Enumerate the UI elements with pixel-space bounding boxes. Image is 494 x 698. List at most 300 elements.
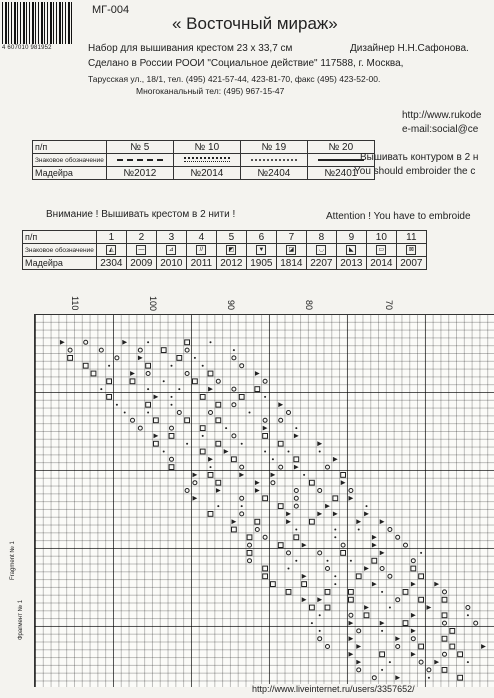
square-symbol xyxy=(154,418,159,423)
circle-symbol xyxy=(294,504,298,508)
dot-symbol xyxy=(225,427,227,429)
symbol-icon: ◩ xyxy=(226,245,236,255)
triangle-symbol xyxy=(232,519,237,524)
circle-symbol xyxy=(232,356,236,360)
cross-symbol xyxy=(96,244,126,257)
square-symbol xyxy=(193,379,198,384)
circle-symbol xyxy=(349,489,353,493)
triangle-symbol xyxy=(224,449,229,454)
dot-symbol xyxy=(420,552,422,554)
dot-symbol xyxy=(147,341,149,343)
square-symbol xyxy=(247,551,252,556)
dot-symbol xyxy=(334,583,336,585)
dot-symbol xyxy=(350,560,352,562)
circle-symbol xyxy=(466,606,470,610)
dot-symbol xyxy=(389,661,391,663)
cross-code: 2012 xyxy=(216,257,246,270)
triangle-symbol xyxy=(356,660,361,665)
circle-symbol xyxy=(372,676,376,680)
triangle-symbol xyxy=(216,488,221,493)
circle-symbol xyxy=(84,340,88,344)
circle-symbol xyxy=(177,411,181,415)
symbol-icon: ◪ xyxy=(286,245,296,255)
circle-symbol xyxy=(443,590,447,594)
square-symbol xyxy=(325,590,330,595)
square-symbol xyxy=(419,644,424,649)
circle-symbol xyxy=(326,465,330,469)
square-symbol xyxy=(130,379,135,384)
designer: Дизайнер Н.Н.Сафонова. xyxy=(350,43,469,54)
dot-symbol xyxy=(334,529,336,531)
notice-en: Attention ! You have to embroide xyxy=(326,211,471,222)
square-symbol xyxy=(310,519,315,524)
symbol-icon: ◡ xyxy=(316,245,326,255)
dot-symbol xyxy=(288,568,290,570)
cross-code: 2010 xyxy=(156,257,186,270)
square-symbol xyxy=(200,395,205,400)
axis-label: 70 xyxy=(384,300,394,311)
barcode-number: 4 607010 981952 xyxy=(2,45,52,51)
triangle-symbol xyxy=(271,473,276,478)
square-symbol xyxy=(154,441,159,446)
triangle-symbol xyxy=(294,465,299,470)
circle-symbol xyxy=(419,660,423,664)
square-symbol xyxy=(263,496,268,501)
circle-symbol xyxy=(255,528,259,532)
backstitch-row-symbol: Знаковое обозначение xyxy=(33,154,107,167)
triangle-symbol xyxy=(364,605,369,610)
triangle-symbol xyxy=(208,457,213,462)
cross-code: 2014 xyxy=(366,257,396,270)
symbol-icon: ⊠ xyxy=(406,245,416,255)
cross-row-madeira: Мадейра xyxy=(23,257,97,270)
square-symbol xyxy=(286,590,291,595)
square-symbol xyxy=(442,636,447,641)
dot-symbol xyxy=(272,458,274,460)
triangle-symbol xyxy=(294,434,299,439)
square-symbol xyxy=(208,512,213,517)
square-symbol xyxy=(232,527,237,532)
triangle-symbol xyxy=(380,621,385,626)
dot-symbol xyxy=(319,451,321,453)
circle-symbol xyxy=(443,652,447,656)
square-symbol xyxy=(278,504,283,509)
triangle-symbol xyxy=(380,551,385,556)
dot-symbol xyxy=(249,412,251,414)
dot-symbol xyxy=(210,466,212,468)
footer-url[interactable]: http://www.liveinternet.ru/users/3357652/ xyxy=(252,684,415,694)
triangle-symbol xyxy=(239,473,244,478)
backstitch-table xyxy=(32,140,375,180)
cross-symbol xyxy=(216,244,246,257)
notice-ru: Внимание ! Вышивать крестом в 2 нити ! xyxy=(46,209,236,220)
square-symbol xyxy=(255,519,260,524)
website[interactable]: http://www.rukode xyxy=(402,110,482,121)
dot-symbol xyxy=(194,357,196,359)
triangle-symbol xyxy=(333,512,338,517)
square-symbol xyxy=(146,363,151,368)
square-symbol xyxy=(91,371,96,376)
triangle-symbol xyxy=(356,519,361,524)
cross-symbol xyxy=(246,244,276,257)
triangle-symbol xyxy=(255,480,260,485)
circle-symbol xyxy=(240,364,244,368)
cross-num: 10 xyxy=(366,231,396,244)
dot-symbol xyxy=(178,388,180,390)
square-symbol xyxy=(349,590,354,595)
triangle-symbol xyxy=(372,582,377,587)
triangle-symbol xyxy=(130,371,135,376)
circle-symbol xyxy=(396,645,400,649)
circle-symbol xyxy=(318,637,322,641)
circle-symbol xyxy=(193,481,197,485)
dot-symbol xyxy=(163,380,165,382)
backstitch-num: № 5 xyxy=(106,141,173,154)
dash-stitch-icon xyxy=(117,159,163,161)
dot-symbol xyxy=(171,396,173,398)
backstitch-note-en: You should embroider the c xyxy=(354,166,476,177)
dot-symbol xyxy=(124,412,126,414)
square-symbol xyxy=(200,426,205,431)
triangle-symbol xyxy=(302,574,307,579)
square-symbol xyxy=(68,356,73,361)
square-symbol xyxy=(341,473,346,478)
circle-symbol xyxy=(240,465,244,469)
cross-num: 5 xyxy=(216,231,246,244)
triangle-symbol xyxy=(193,473,198,478)
triangle-symbol xyxy=(349,636,354,641)
barcode xyxy=(2,2,74,44)
dot-symbol xyxy=(210,341,212,343)
dot-symbol xyxy=(171,404,173,406)
circle-symbol xyxy=(411,637,415,641)
circle-symbol xyxy=(138,348,142,352)
cross-symbol xyxy=(336,244,366,257)
dot-symbol xyxy=(241,443,243,445)
triangle-symbol xyxy=(395,675,400,680)
square-symbol xyxy=(161,348,166,353)
cross-num: 4 xyxy=(186,231,216,244)
circle-symbol xyxy=(232,387,236,391)
email[interactable]: e-mail:social@ce xyxy=(402,124,479,135)
backstitch-note-ru: Вышивать контуром в 2 н xyxy=(360,152,479,163)
square-symbol xyxy=(341,551,346,556)
cross-code: 2207 xyxy=(306,257,336,270)
circle-symbol xyxy=(248,559,252,563)
circle-symbol xyxy=(294,496,298,500)
square-symbol xyxy=(403,621,408,626)
circle-symbol xyxy=(326,567,330,571)
triangle-symbol xyxy=(333,457,338,462)
triangle-symbol xyxy=(317,441,322,446)
dot-symbol xyxy=(327,560,329,562)
triangle-symbol xyxy=(286,512,291,517)
square-symbol xyxy=(458,675,463,680)
dot-symbol xyxy=(303,474,305,476)
circle-symbol xyxy=(388,528,392,532)
backstitch-symbol xyxy=(240,154,307,167)
circle-symbol xyxy=(341,543,345,547)
cross-symbol xyxy=(186,244,216,257)
cross-symbol xyxy=(396,244,426,257)
triangle-symbol xyxy=(364,512,369,517)
cross-code: 2007 xyxy=(396,257,426,270)
dot-symbol xyxy=(116,404,118,406)
wave-stitch-icon xyxy=(184,157,230,162)
circle-symbol xyxy=(185,348,189,352)
dot-symbol xyxy=(319,614,321,616)
square-symbol xyxy=(255,387,260,392)
cross-col-header: п/п xyxy=(23,231,97,244)
circle-symbol xyxy=(68,348,72,352)
square-symbol xyxy=(208,371,213,376)
made-in: Сделано в России РООИ "Социальное действие" 117588, г. Москва, xyxy=(88,58,404,69)
square-symbol xyxy=(419,597,424,602)
circle-symbol xyxy=(263,418,267,422)
circle-symbol xyxy=(357,629,361,633)
dot-symbol xyxy=(147,388,149,390)
cross-code: 2013 xyxy=(336,257,366,270)
cross-code: 1814 xyxy=(276,257,306,270)
symbol-icon: ◭ xyxy=(106,245,116,255)
square-symbol xyxy=(169,465,174,470)
square-symbol xyxy=(107,395,112,400)
square-symbol xyxy=(325,605,330,610)
dot-symbol xyxy=(100,388,102,390)
circle-symbol xyxy=(380,567,384,571)
dot-symbol xyxy=(295,560,297,562)
circle-symbol xyxy=(271,481,275,485)
dot-symbol xyxy=(381,591,383,593)
triangle-symbol xyxy=(154,434,159,439)
dot-symbol xyxy=(202,435,204,437)
cross-num: 2 xyxy=(126,231,156,244)
square-symbol xyxy=(263,574,268,579)
cross-num: 6 xyxy=(246,231,276,244)
cross-num: 1 xyxy=(96,231,126,244)
triangle-symbol xyxy=(60,340,65,345)
triangle-symbol xyxy=(325,504,330,509)
square-symbol xyxy=(247,535,252,540)
triangle-symbol xyxy=(380,519,385,524)
multiline-phone: Многоканальный тел: (495) 967-15-47 xyxy=(136,86,285,96)
triangle-symbol xyxy=(341,480,346,485)
circle-symbol xyxy=(240,512,244,516)
dot-symbol xyxy=(186,443,188,445)
backstitch-num: № 19 xyxy=(240,141,307,154)
circle-symbol xyxy=(232,434,236,438)
circle-symbol xyxy=(474,621,478,625)
dot-symbol xyxy=(358,529,360,531)
solid-stitch-icon xyxy=(318,159,364,161)
square-symbol xyxy=(185,340,190,345)
triangle-symbol xyxy=(356,644,361,649)
square-symbol xyxy=(372,558,377,563)
dot-symbol xyxy=(217,505,219,507)
circle-symbol xyxy=(115,356,119,360)
cross-num: 9 xyxy=(336,231,366,244)
circle-symbol xyxy=(185,489,189,493)
product-code: МГ-004 xyxy=(92,4,130,16)
square-symbol xyxy=(263,434,268,439)
backstitch-code: №2404 xyxy=(240,167,307,180)
cross-num: 7 xyxy=(276,231,306,244)
triangle-symbol xyxy=(286,519,291,524)
square-symbol xyxy=(349,597,354,602)
square-symbol xyxy=(216,402,221,407)
triangle-symbol xyxy=(411,613,416,618)
circle-symbol xyxy=(287,551,291,555)
circle-symbol xyxy=(216,379,220,383)
square-symbol xyxy=(239,395,244,400)
circle-symbol xyxy=(396,598,400,602)
triangle-symbol xyxy=(349,496,354,501)
square-symbol xyxy=(185,418,190,423)
square-symbol xyxy=(208,473,213,478)
cross-symbol xyxy=(156,244,186,257)
cross-num: 8 xyxy=(306,231,336,244)
address: Тарусская ул., 18/1, тел. (495) 421-57-44, 423-81-70, факс (495) 423-52-00. xyxy=(88,74,381,84)
triangle-symbol xyxy=(372,535,377,540)
page-title: « Восточный мираж» xyxy=(172,14,338,33)
cross-table xyxy=(22,230,427,270)
backstitch-col-header: п/п xyxy=(33,141,107,154)
circle-symbol xyxy=(146,372,150,376)
dot-symbol xyxy=(467,661,469,663)
circle-symbol xyxy=(131,418,135,422)
circle-symbol xyxy=(443,621,447,625)
square-symbol xyxy=(364,613,369,618)
circle-symbol xyxy=(248,543,252,547)
square-symbol xyxy=(216,441,221,446)
square-symbol xyxy=(278,441,283,446)
square-symbol xyxy=(442,597,447,602)
square-symbol xyxy=(271,582,276,587)
square-symbol xyxy=(263,566,268,571)
circle-symbol xyxy=(240,496,244,500)
circle-symbol xyxy=(318,551,322,555)
triangle-symbol xyxy=(364,566,369,571)
dot-symbol xyxy=(334,575,336,577)
square-symbol xyxy=(310,605,315,610)
square-symbol xyxy=(442,668,447,673)
square-symbol xyxy=(458,652,463,657)
triangle-symbol xyxy=(278,402,283,407)
circle-symbol xyxy=(404,543,408,547)
square-symbol xyxy=(403,590,408,595)
square-symbol xyxy=(232,457,237,462)
circle-symbol xyxy=(279,418,283,422)
triangle-symbol xyxy=(122,340,127,345)
circle-symbol xyxy=(170,426,174,430)
triangle-symbol xyxy=(411,652,416,657)
square-symbol xyxy=(356,574,361,579)
circle-symbol xyxy=(263,535,267,539)
triangle-symbol xyxy=(372,543,377,548)
cross-code: 2009 xyxy=(126,257,156,270)
dot-symbol xyxy=(467,614,469,616)
cross-num: 11 xyxy=(396,231,426,244)
dot-symbol xyxy=(171,365,173,367)
triangle-symbol xyxy=(434,660,439,665)
symbol-icon: ▼ xyxy=(256,245,266,255)
backstitch-num: № 20 xyxy=(307,141,374,154)
dot-symbol xyxy=(108,365,110,367)
pattern-grid xyxy=(34,314,494,687)
axis-label: 110 xyxy=(70,296,80,311)
cross-num: 3 xyxy=(156,231,186,244)
dot-symbol xyxy=(264,396,266,398)
circle-symbol xyxy=(287,411,291,415)
square-symbol xyxy=(411,566,416,571)
triangle-symbol xyxy=(317,597,322,602)
dot-symbol xyxy=(147,412,149,414)
fragment-label: Фрагмент № 1 xyxy=(18,599,24,640)
triangle-symbol xyxy=(411,582,416,587)
circle-symbol xyxy=(326,645,330,649)
backstitch-symbol xyxy=(106,154,173,167)
square-symbol xyxy=(216,418,221,423)
circle-symbol xyxy=(99,348,103,352)
dot-symbol xyxy=(202,365,204,367)
backstitch-code: №2401 xyxy=(307,167,374,180)
axis-label: 90 xyxy=(226,300,236,311)
circle-symbol xyxy=(396,535,400,539)
circle-symbol xyxy=(294,489,298,493)
triangle-symbol xyxy=(208,387,213,392)
circle-symbol xyxy=(185,372,189,376)
cross-symbol xyxy=(126,244,156,257)
circle-symbol xyxy=(209,411,213,415)
cross-symbol xyxy=(366,244,396,257)
square-symbol xyxy=(419,574,424,579)
triangle-symbol xyxy=(263,426,268,431)
triangle-symbol xyxy=(349,621,354,626)
dot-symbol xyxy=(264,451,266,453)
axis-label: 80 xyxy=(304,300,314,311)
backstitch-symbol xyxy=(173,154,240,167)
square-symbol xyxy=(302,582,307,587)
square-symbol xyxy=(450,629,455,634)
triangle-symbol xyxy=(154,395,159,400)
triangle-symbol xyxy=(349,652,354,657)
circle-symbol xyxy=(232,403,236,407)
circle-symbol xyxy=(411,559,415,563)
fragment-label: Fragment № 1 xyxy=(10,541,16,580)
cross-symbol xyxy=(276,244,306,257)
circle-symbol xyxy=(170,457,174,461)
cross-symbol xyxy=(306,244,336,257)
kit-line: Набор для вышивания крестом 23 x 33,7 см xyxy=(88,43,293,54)
square-symbol xyxy=(294,535,299,540)
dot-symbol xyxy=(389,607,391,609)
dot-symbol xyxy=(381,669,383,671)
dot-symbol xyxy=(233,349,235,351)
square-symbol xyxy=(442,613,447,618)
square-symbol xyxy=(450,644,455,649)
square-symbol xyxy=(177,356,182,361)
square-symbol xyxy=(146,402,151,407)
dot-symbol xyxy=(288,451,290,453)
circle-symbol xyxy=(263,379,267,383)
triangle-symbol xyxy=(302,543,307,548)
square-symbol xyxy=(216,480,221,485)
cross-row-symbol: Знаковое обозначение xyxy=(23,244,97,257)
triangle-symbol xyxy=(302,597,307,602)
symbol-icon: ◣ xyxy=(346,245,356,255)
symbol-icon: — xyxy=(138,246,145,253)
axis-label: 100 xyxy=(148,296,158,312)
